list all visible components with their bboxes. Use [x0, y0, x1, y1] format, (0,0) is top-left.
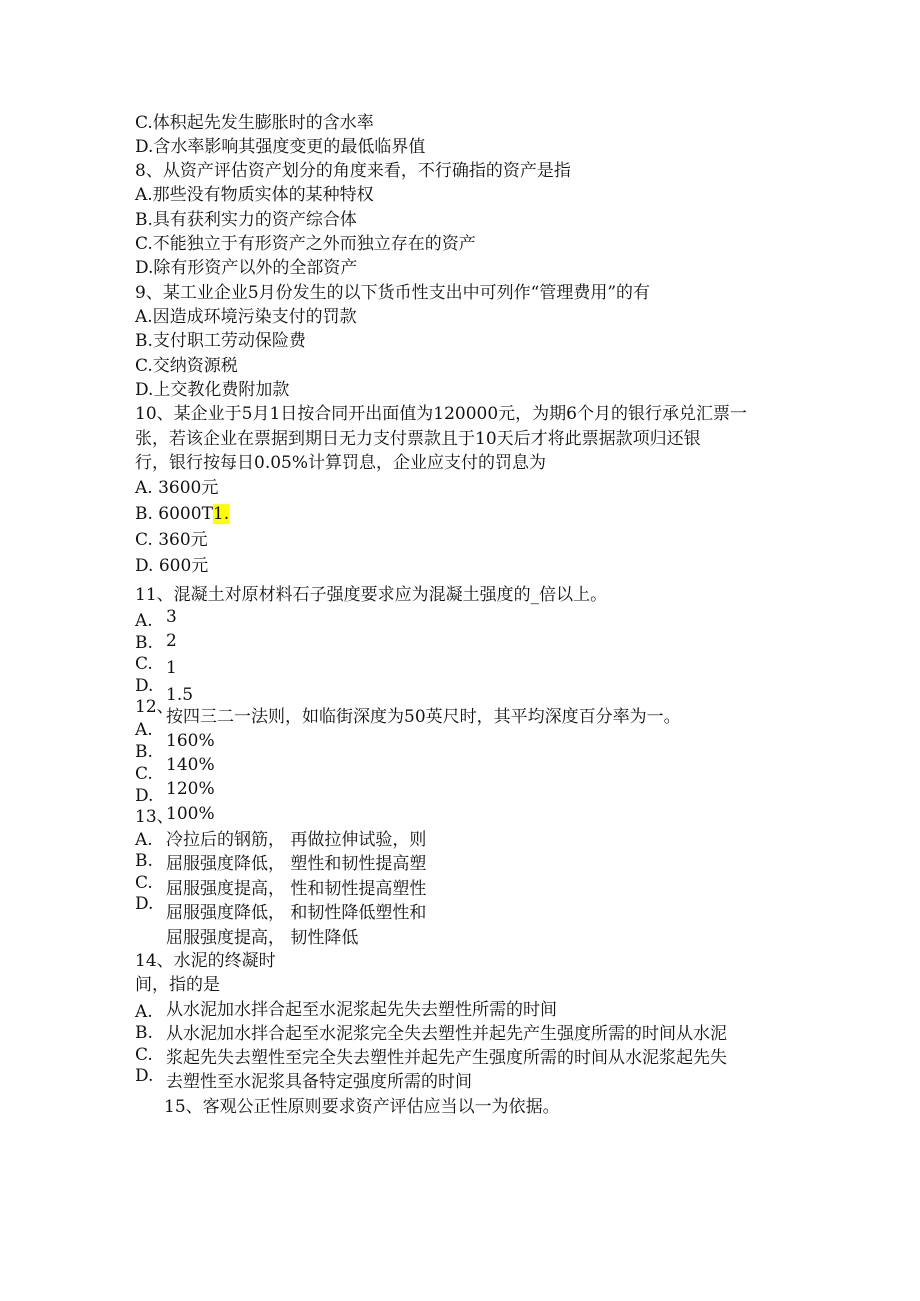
option-c-label: C. — [135, 1045, 153, 1065]
option-a: A. 3600元 — [135, 478, 219, 498]
option-a-value: 从水泥加水拌合起至水泥浆起先失去塑性所需的时间 — [166, 1000, 557, 1020]
option-d: D. 600元 — [135, 556, 209, 576]
option-d-value: 屈服强度降低， 和韧性降低塑性和 — [166, 903, 427, 923]
question-13: 冷拉后的钢筋， 再做拉伸试验，则 — [166, 830, 427, 850]
option-d-label: D. — [135, 894, 154, 914]
option-c-label: C. — [135, 764, 153, 784]
question-12-number: 12、 — [135, 697, 174, 717]
option-a: A.因造成环境污染支付的罚款 — [135, 307, 357, 327]
option-d-value: 去塑性至水泥浆具备特定强度所需的时间 — [166, 1072, 472, 1092]
question-15: 15、客观公正性原则要求资产评估应当以一为依据。 — [164, 1097, 560, 1117]
question-9: 9、某工业企业5月份发生的以下货币性支出中可列作“管理费用”的有 — [135, 283, 651, 303]
option-b-value: 屈服强度降低， 塑性和韧性提高塑 — [166, 854, 427, 874]
question-12: 按四三二一法则，如临街深度为50英尺时，其平均深度百分率为一。 — [166, 707, 681, 727]
option-a: A.那些没有物质实体的某种特权 — [135, 185, 374, 205]
option-a-label: A. — [135, 830, 153, 850]
option-c-value: 120% — [166, 779, 215, 799]
option-b-label: B. — [135, 851, 153, 871]
option-a-label: A. — [135, 1002, 153, 1022]
option-d-value: 1.5 — [166, 685, 194, 705]
option-c-value: 屈服强度提高， 性和韧性提高塑性 — [166, 879, 427, 899]
question-10-line1: 10、某企业于5月1日按合同开出面值为120000元，为期6个月的银行承兑汇票一 — [135, 404, 747, 424]
option-b-label: B. — [135, 633, 153, 653]
option-b-value: 从水泥加水拌合起至水泥浆完全失去塑性并起先产生强度所需的时间从水泥 — [166, 1024, 727, 1044]
option-b-label: B. — [135, 1023, 153, 1043]
option-c: C.不能独立于有形资产之外而独立存在的资产 — [135, 234, 476, 254]
option-a-value: 160% — [166, 731, 215, 751]
option-d: D.含水率影响其强度变更的最低临界值 — [135, 137, 426, 157]
option-b: B.具有获利实力的资产综合体 — [135, 210, 357, 230]
option-text: 屈服强度提高， 韧性降低 — [166, 928, 359, 948]
option-d-label: D. — [135, 786, 154, 806]
option-b — [135, 503, 229, 525]
question-8: 8、从资产评估资产划分的角度来看，不行确指的资产是指 — [135, 161, 571, 181]
option-b-label: B. — [135, 742, 153, 762]
highlighted-text: 1. — [212, 504, 230, 524]
option-c: C.交纳资源税 — [135, 356, 238, 376]
option-c-label: C. — [135, 654, 153, 674]
option-c: C.体积起先发生膨胀时的含水率 — [135, 113, 374, 133]
question-10-line2: 张，若该企业在票据到期日无力支付票款且于10天后才将此票据款项归还银 — [135, 429, 701, 449]
option-c-value: 1 — [166, 658, 177, 678]
option-c: C. 360元 — [135, 530, 208, 550]
option-a-value: 3 — [166, 607, 177, 627]
option-b-value: 140% — [166, 755, 215, 775]
option-b: B.支付职工劳动保险费 — [135, 331, 306, 351]
option-b-value: 2 — [166, 631, 177, 651]
option-d: D.上交教化费附加款 — [135, 380, 290, 400]
question-11: 11、混凝土对原材料石子强度要求应为混凝土强度的_倍以上。 — [135, 585, 608, 605]
option-d: D.除有形资产以外的全部资产 — [135, 258, 358, 278]
option-c-label: C. — [135, 873, 153, 893]
option-d-label: D. — [135, 1066, 154, 1086]
question-14-line1: 14、水泥的终凝时 — [135, 951, 276, 971]
option-a-label: A. — [135, 720, 153, 740]
option-b-text: B. 6000T — [135, 504, 213, 524]
option-d-value: 100% — [166, 804, 215, 824]
question-14-line2: 间，指的是 — [135, 975, 220, 995]
option-c-value: 浆起先失去塑性至完全失去塑性并起先产生强度所需的时间从水泥浆起先失 — [166, 1048, 727, 1068]
question-13-number: 13、 — [135, 807, 174, 827]
question-10-line3: 行，银行按每日0.05%计算罚息，企业应支付的罚息为 — [135, 453, 547, 473]
option-d-label: D. — [135, 676, 154, 696]
option-a-label: A. — [135, 611, 153, 631]
